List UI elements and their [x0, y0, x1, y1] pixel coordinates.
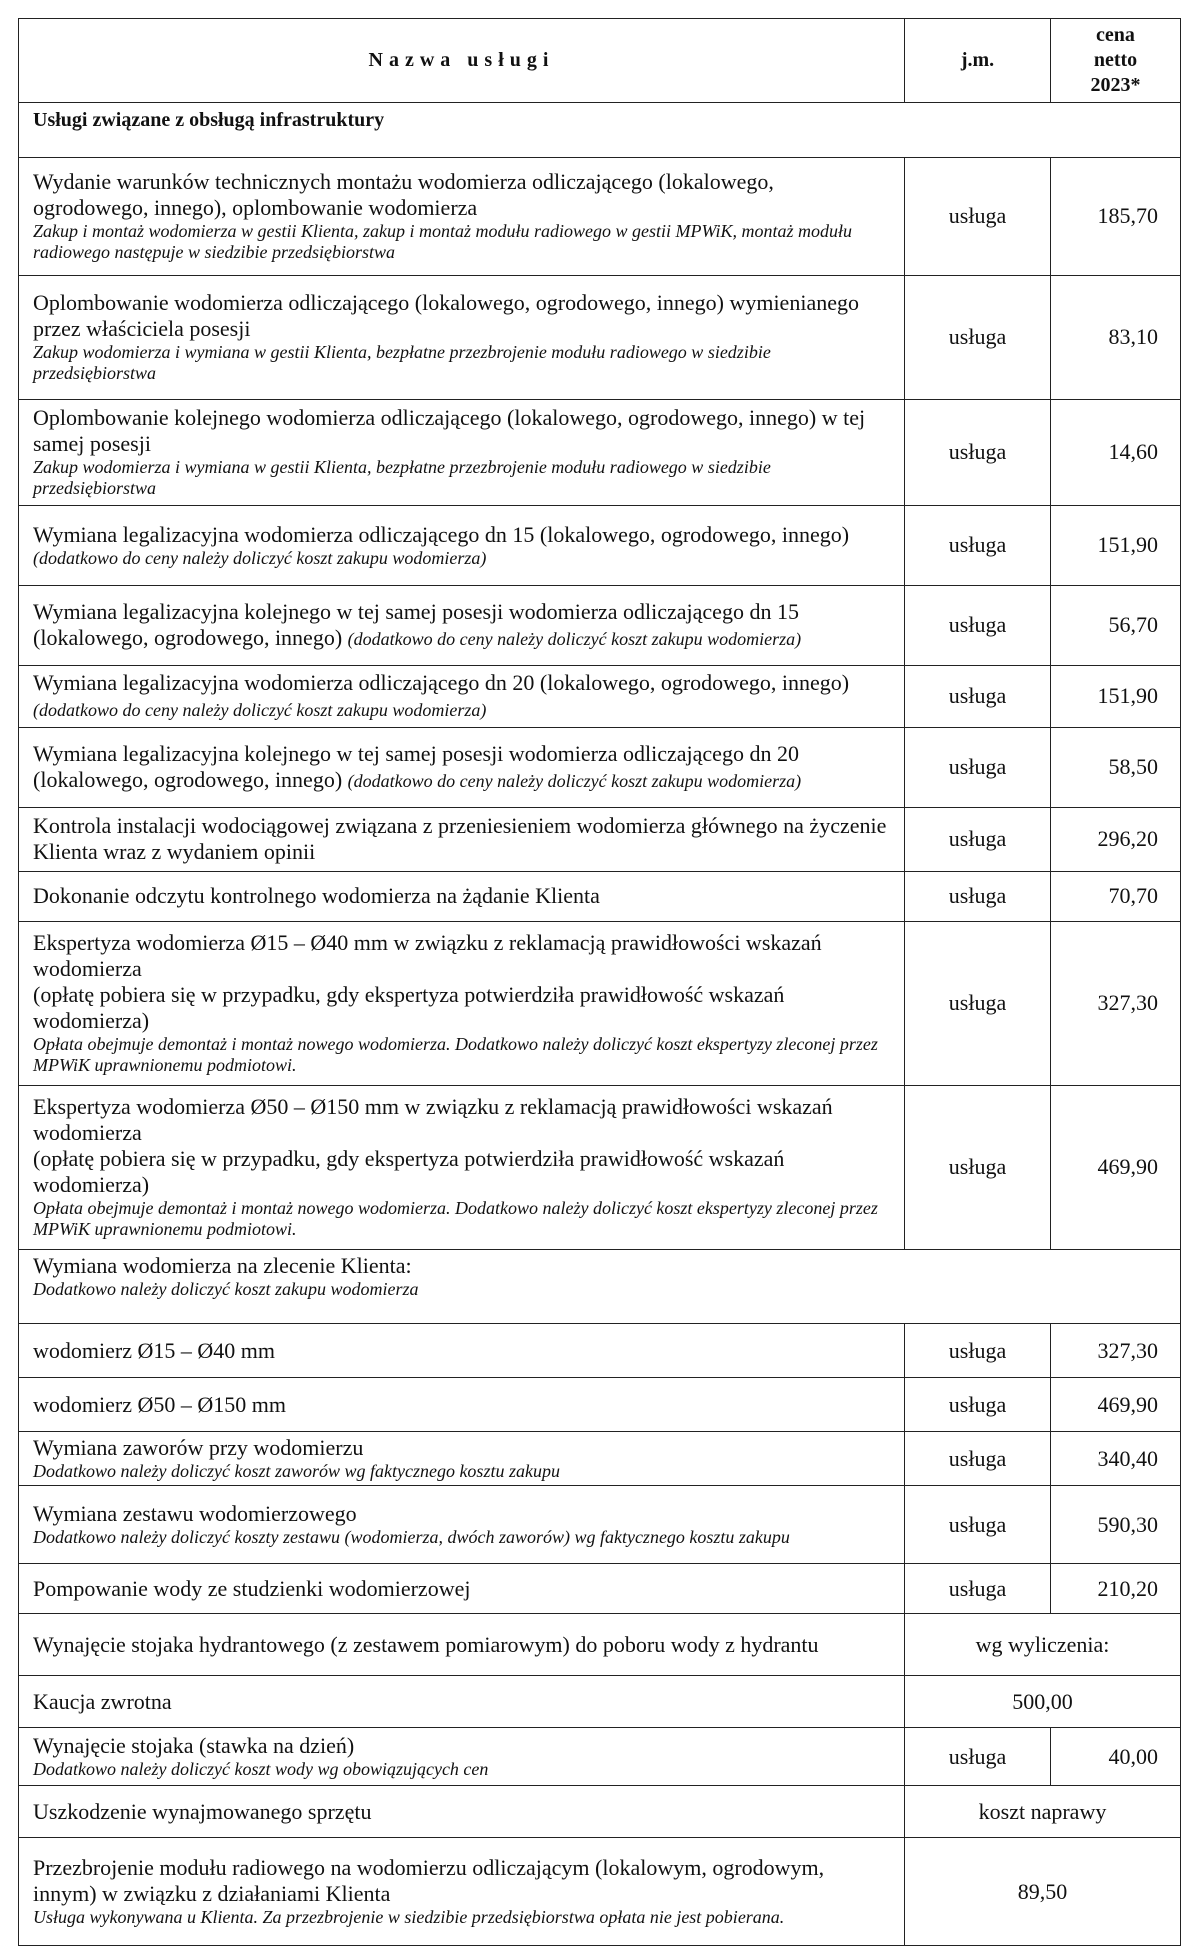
- service-description: [19, 1564, 905, 1614]
- unit-cell: usługa: [905, 727, 1051, 807]
- table-row: [19, 1486, 1181, 1564]
- price-cell: 14,60: [1051, 399, 1181, 505]
- service-description: [19, 1249, 1181, 1303]
- price-list-document: [18, 18, 1180, 1946]
- service-description: [19, 399, 905, 505]
- table-row: [19, 505, 1181, 585]
- service-name: Ekspertyza wodomierza Ø15 – Ø40 mm w związku z reklamacją prawidłowości wskazań wodomierza: [33, 930, 822, 981]
- service-description: [19, 1432, 905, 1486]
- service-description: [19, 871, 905, 921]
- service-name: Wynajęcie stojaka hydrantowego (z zestawem pomiarowym) do poboru wody z hydrantu: [33, 1631, 819, 1657]
- service-name: Ekspertyza wodomierza Ø50 – Ø150 mm w związku z reklamacją prawidłowości wskazań wodomierza: [33, 1094, 833, 1145]
- header-unit: j.m.: [905, 19, 1051, 103]
- table-row: [19, 1676, 1181, 1728]
- service-name: Dokonanie odczytu kontrolnego wodomierza na żądanie Klienta: [33, 883, 600, 908]
- service-name: Wymiana zestawu wodomierzowego: [33, 1501, 357, 1526]
- unit-cell: usługa: [905, 275, 1051, 399]
- price-cell: 83,10: [1051, 275, 1181, 399]
- unit-cell: usługa: [905, 1378, 1051, 1432]
- row-spacer: [19, 1303, 1181, 1324]
- section-spacer: [19, 137, 1181, 158]
- service-description: [19, 807, 905, 871]
- unit-cell: usługa: [905, 1432, 1051, 1486]
- price-cell: 185,70: [1051, 157, 1181, 275]
- header-price: [1051, 19, 1181, 103]
- price-cell: 58,50: [1051, 727, 1181, 807]
- unit-cell: usługa: [905, 1728, 1051, 1786]
- table-row: [19, 921, 1181, 1085]
- price-cell: 40,00: [1051, 1728, 1181, 1786]
- service-description: [19, 1838, 905, 1946]
- service-name: Przezbrojenie modułu radiowego na wodomierzu odliczającym (lokalowym, ogrodowym, innym) w związku z działaniami Klienta: [33, 1855, 825, 1906]
- unit-cell: usługa: [905, 665, 1051, 727]
- price-cell: 327,30: [1051, 921, 1181, 1085]
- service-name: Wydanie warunków technicznych montażu wodomierza odliczającego (lokalowego, ogrodowego, innego), oplombowanie wodomierza: [33, 169, 774, 220]
- service-description: [19, 1324, 905, 1378]
- unit-cell: usługa: [905, 585, 1051, 665]
- section-title-row: [19, 103, 1181, 137]
- service-note: (dodatkowo do ceny należy doliczyć koszt zakupu wodomierza): [347, 628, 802, 649]
- table-row: [19, 1085, 1181, 1249]
- service-description: [19, 665, 905, 727]
- price-cell: 296,20: [1051, 807, 1181, 871]
- unit-cell: usługa: [905, 157, 1051, 275]
- price-cell: 469,90: [1051, 1085, 1181, 1249]
- service-name: Wymiana wodomierza na zlecenie Klienta:: [33, 1252, 412, 1278]
- service-note: Dodatkowo należy doliczyć koszt wody wg obowiązujących cen: [33, 1759, 489, 1779]
- unit-cell: usługa: [905, 1324, 1051, 1378]
- service-name: Wynajęcie stojaka (stawka na dzień): [33, 1733, 355, 1758]
- table-row: [19, 157, 1181, 275]
- table-row: [19, 585, 1181, 665]
- table-row: [19, 1564, 1181, 1614]
- unit-cell: usługa: [905, 871, 1051, 921]
- price-cell: 340,40: [1051, 1432, 1181, 1486]
- service-note: Opłata obejmuje demontaż i montaż nowego wodomierza. Dodatkowo należy doliczyć koszt ekspertyzy zleconej przez MPWiK uprawnionemu podmiotowi.: [33, 1198, 878, 1239]
- service-name: Kaucja zwrotna: [33, 1688, 172, 1714]
- merged-value-cell: wg wyliczenia:: [905, 1614, 1181, 1676]
- service-name: Uszkodzenie wynajmowanego sprzętu: [33, 1798, 372, 1824]
- service-description: [19, 1728, 905, 1786]
- header-service-name: Nazwa usługi: [19, 19, 905, 103]
- service-name: Kontrola instalacji wodociągowej związana z przeniesieniem wodomierza głównego na życzenie Klienta wraz z wydaniem opinii: [33, 813, 887, 864]
- service-note: Dodatkowo należy doliczyć koszty zestawu (wodomierza, dwóch zaworów) wg faktycznego kosztu zakupu: [33, 1527, 790, 1547]
- price-cell: 590,30: [1051, 1486, 1181, 1564]
- service-note: (dodatkowo do ceny należy doliczyć koszt zakupu wodomierza): [347, 770, 802, 791]
- service-name: Wymiana legalizacyjna kolejnego w tej samej posesji wodomierza odliczającego dn 20 (lokalowego, ogrodowego, innego): [33, 740, 799, 792]
- service-description: [19, 921, 905, 1085]
- service-name: Wymiana legalizacyjna wodomierza odliczającego dn 15 (lokalowego, ogrodowego, innego): [33, 521, 850, 547]
- service-note: Zakup wodomierza i wymiana w gestii Klienta, bezpłatne przezbrojenie modułu radiowego w siedzibie przedsiębiorstwa: [33, 457, 771, 498]
- service-description: [19, 275, 905, 399]
- table-row: [19, 1324, 1181, 1378]
- price-cell: 210,20: [1051, 1564, 1181, 1614]
- service-description: [19, 505, 905, 585]
- merged-value-cell: 500,00: [905, 1676, 1181, 1728]
- service-name: Wymiana legalizacyjna wodomierza odliczającego dn 20 (lokalowego, ogrodowego, innego): [33, 669, 850, 695]
- table-row: [19, 275, 1181, 399]
- unit-cell: usługa: [905, 399, 1051, 505]
- price-table: [18, 18, 1181, 1946]
- service-name: Pompowanie wody ze studzienki wodomierzowej: [33, 1575, 471, 1601]
- table-row: [19, 399, 1181, 505]
- service-note: Zakup wodomierza i wymiana w gestii Klienta, bezpłatne przezbrojenie modułu radiowego w siedzibie przedsiębiorstwa: [33, 342, 771, 383]
- service-description: [19, 727, 905, 807]
- service-name: Wymiana zaworów przy wodomierzu: [33, 1435, 364, 1460]
- price-cell: 151,90: [1051, 665, 1181, 727]
- table-row: [19, 1249, 1181, 1303]
- table-row: [19, 1614, 1181, 1676]
- service-description: [19, 157, 905, 275]
- service-name: wodomierz Ø15 – Ø40 mm: [33, 1337, 275, 1363]
- merged-value-cell: koszt naprawy: [905, 1786, 1181, 1838]
- service-description: [19, 1676, 905, 1728]
- service-description: [19, 1614, 905, 1676]
- header-price-line2: netto: [1093, 49, 1138, 71]
- price-cell: 56,70: [1051, 585, 1181, 665]
- service-note: (dodatkowo do ceny należy doliczyć koszt zakupu wodomierza): [33, 547, 487, 568]
- service-note: Opłata obejmuje demontaż i montaż nowego wodomierza. Dodatkowo należy doliczyć koszt ekspertyzy zleconej przez MPWiK uprawnionemu podmiotowi.: [33, 1034, 878, 1075]
- header-price-line3: 2023*: [1090, 74, 1141, 96]
- header-price-line1: cena: [1096, 24, 1135, 46]
- unit-cell: usługa: [905, 505, 1051, 585]
- service-note: Usługa wykonywana u Klienta. Za przezbrojenie w siedzibie przedsiębiorstwa opłata nie jest pobierana.: [33, 1907, 785, 1927]
- service-description: [19, 1085, 905, 1249]
- unit-cell: usługa: [905, 807, 1051, 871]
- service-description: [19, 1378, 905, 1432]
- service-description: [19, 585, 905, 665]
- section-spacer-row: [19, 137, 1181, 158]
- price-cell: 151,90: [1051, 505, 1181, 585]
- service-name: Oplombowanie wodomierza odliczającego (lokalowego, ogrodowego, innego) wymienianego przez właściciela posesji: [33, 290, 859, 341]
- service-note: (dodatkowo do ceny należy doliczyć koszt zakupu wodomierza): [33, 699, 487, 720]
- table-row: [19, 871, 1181, 921]
- unit-cell: usługa: [905, 1085, 1051, 1249]
- merged-value-cell: 89,50: [905, 1838, 1181, 1946]
- table-header-row: [19, 19, 1181, 103]
- service-condition: (opłatę pobiera się w przypadku, gdy ekspertyza potwierdziła prawidłowość wskazań wodomierza): [33, 1146, 785, 1197]
- service-note: Dodatkowo należy doliczyć koszt zakupu wodomierza: [33, 1278, 419, 1299]
- unit-cell: usługa: [905, 921, 1051, 1085]
- row-spacer-cell: [19, 1303, 1181, 1324]
- table-row: [19, 1838, 1181, 1946]
- price-cell: 327,30: [1051, 1324, 1181, 1378]
- table-row: [19, 727, 1181, 807]
- unit-cell: usługa: [905, 1564, 1051, 1614]
- price-cell: 70,70: [1051, 871, 1181, 921]
- service-description: [19, 1786, 905, 1838]
- table-row: [19, 1786, 1181, 1838]
- service-description: [19, 1486, 905, 1564]
- service-note: Dodatkowo należy doliczyć koszt zaworów wg faktycznego kosztu zakupu: [33, 1461, 560, 1481]
- service-name: Wymiana legalizacyjna kolejnego w tej samej posesji wodomierza odliczającego dn 15 (lokalowego, ogrodowego, innego): [33, 598, 799, 650]
- unit-cell: usługa: [905, 1486, 1051, 1564]
- table-row: [19, 1432, 1181, 1486]
- table-row: [19, 807, 1181, 871]
- table-row: [19, 1378, 1181, 1432]
- service-name: wodomierz Ø50 – Ø150 mm: [33, 1391, 286, 1417]
- table-row: [19, 665, 1181, 727]
- price-cell: 469,90: [1051, 1378, 1181, 1432]
- service-note: Zakup i montaż wodomierza w gestii Klienta, zakup i montaż modułu radiowego w gestii MPWiK, montaż modułu radiowego następuje w siedzibie przedsiębiorstwa: [33, 221, 853, 262]
- service-condition: (opłatę pobiera się w przypadku, gdy ekspertyza potwierdziła prawidłowość wskazań wodomierza): [33, 982, 785, 1033]
- table-row: [19, 1728, 1181, 1786]
- section-title: Usługi związane z obsługą infrastruktury: [19, 103, 1181, 137]
- service-name: Oplombowanie kolejnego wodomierza odliczającego (lokalowego, ogrodowego, innego) w tej samej posesji: [33, 405, 866, 456]
